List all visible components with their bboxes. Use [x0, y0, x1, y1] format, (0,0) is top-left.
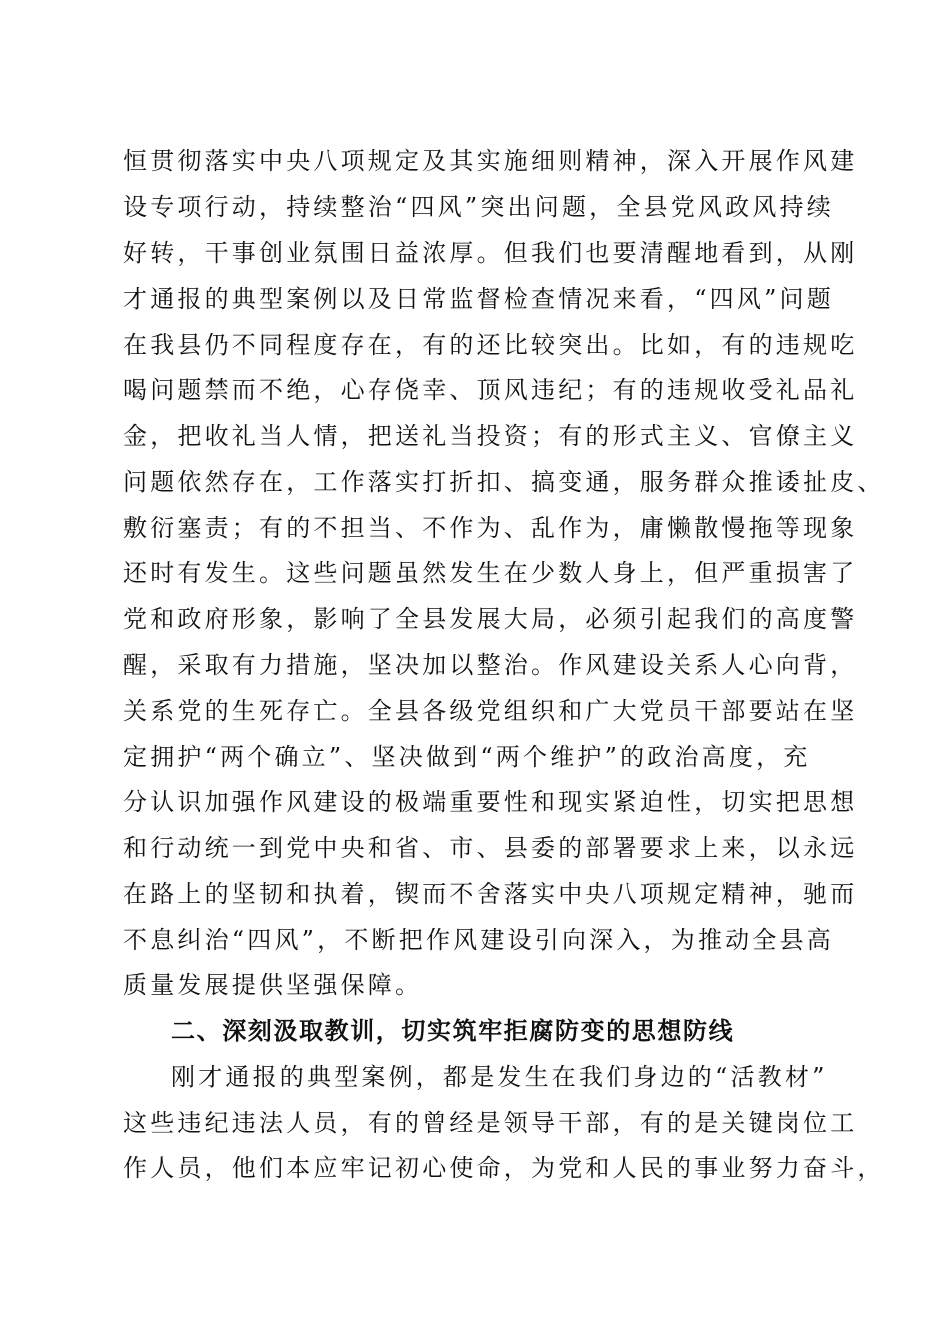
paragraph-line: 好转，干事创业氛围日益浓厚。但我们也要清醒地看到，从刚	[123, 239, 858, 267]
paragraph-line: 问题依然存在，工作落实打折扣、搞变通，服务群众推诿扯皮、	[123, 468, 885, 496]
paragraph-line: 还时有发生。这些问题虽然发生在少数人身上，但严重损害了	[123, 559, 858, 587]
paragraph-line: 作人员，他们本应牢记初心使命，为党和人民的事业努力奋斗，	[123, 1154, 885, 1182]
paragraph-line: 金，把收礼当人情，把送礼当投资；有的形式主义、官僚主义	[123, 422, 858, 450]
paragraph-line: 这些违纪违法人员，有的曾经是领导干部，有的是关键岗位工	[123, 1109, 858, 1137]
paragraph-line: 喝问题禁而不绝，心存侥幸、顶风违纪；有的违规收受礼品礼	[123, 376, 858, 404]
paragraph-line: 关系党的生死存亡。全县各级党组织和广大党员干部要站在坚	[123, 697, 858, 725]
paragraph-line: 和行动统一到党中央和省、市、县委的部署要求上来，以永远	[123, 834, 858, 862]
paragraph-line: 醒，采取有力措施，坚决加以整治。作风建设关系人心向背，	[123, 651, 858, 679]
paragraph-line: 设专项行动，持续整治“四风”突出问题，全县党风政风持续	[123, 193, 834, 221]
paragraph-line: 定拥护“两个确立”、坚决做到“两个维护”的政治高度，充	[123, 743, 811, 771]
paragraph-line: 不息纠治“四风”，不断把作风建设引向深入，为推动全县高	[123, 926, 834, 954]
paragraph-line: 刚才通报的典型案例，都是发生在我们身边的“活教材”	[171, 1063, 828, 1091]
paragraph-line: 质量发展提供坚强保障。	[123, 971, 423, 999]
paragraph-line: 在我县仍不同程度存在，有的还比较突出。比如，有的违规吃	[123, 331, 858, 359]
paragraph-line: 恒贯彻落实中央八项规定及其实施细则精神，深入开展作风建	[123, 147, 858, 175]
paragraph-line: 在路上的坚韧和执着，锲而不舍落实中央八项规定精神，驰而	[123, 880, 858, 908]
paragraph-line: 分认识加强作风建设的极端重要性和现实紧迫性，切实把思想	[123, 788, 858, 816]
section-heading: 二、深刻汲取教训，切实筑牢拒腐防变的思想防线	[171, 1017, 735, 1045]
paragraph-line: 才通报的典型案例以及日常监督检查情况来看，“四风”问题	[123, 285, 834, 313]
paragraph-line: 党和政府形象，影响了全县发展大局，必须引起我们的高度警	[123, 605, 858, 633]
paragraph-line: 敷衍塞责；有的不担当、不作为、乱作为，庸懒散慢拖等现象	[123, 514, 858, 542]
